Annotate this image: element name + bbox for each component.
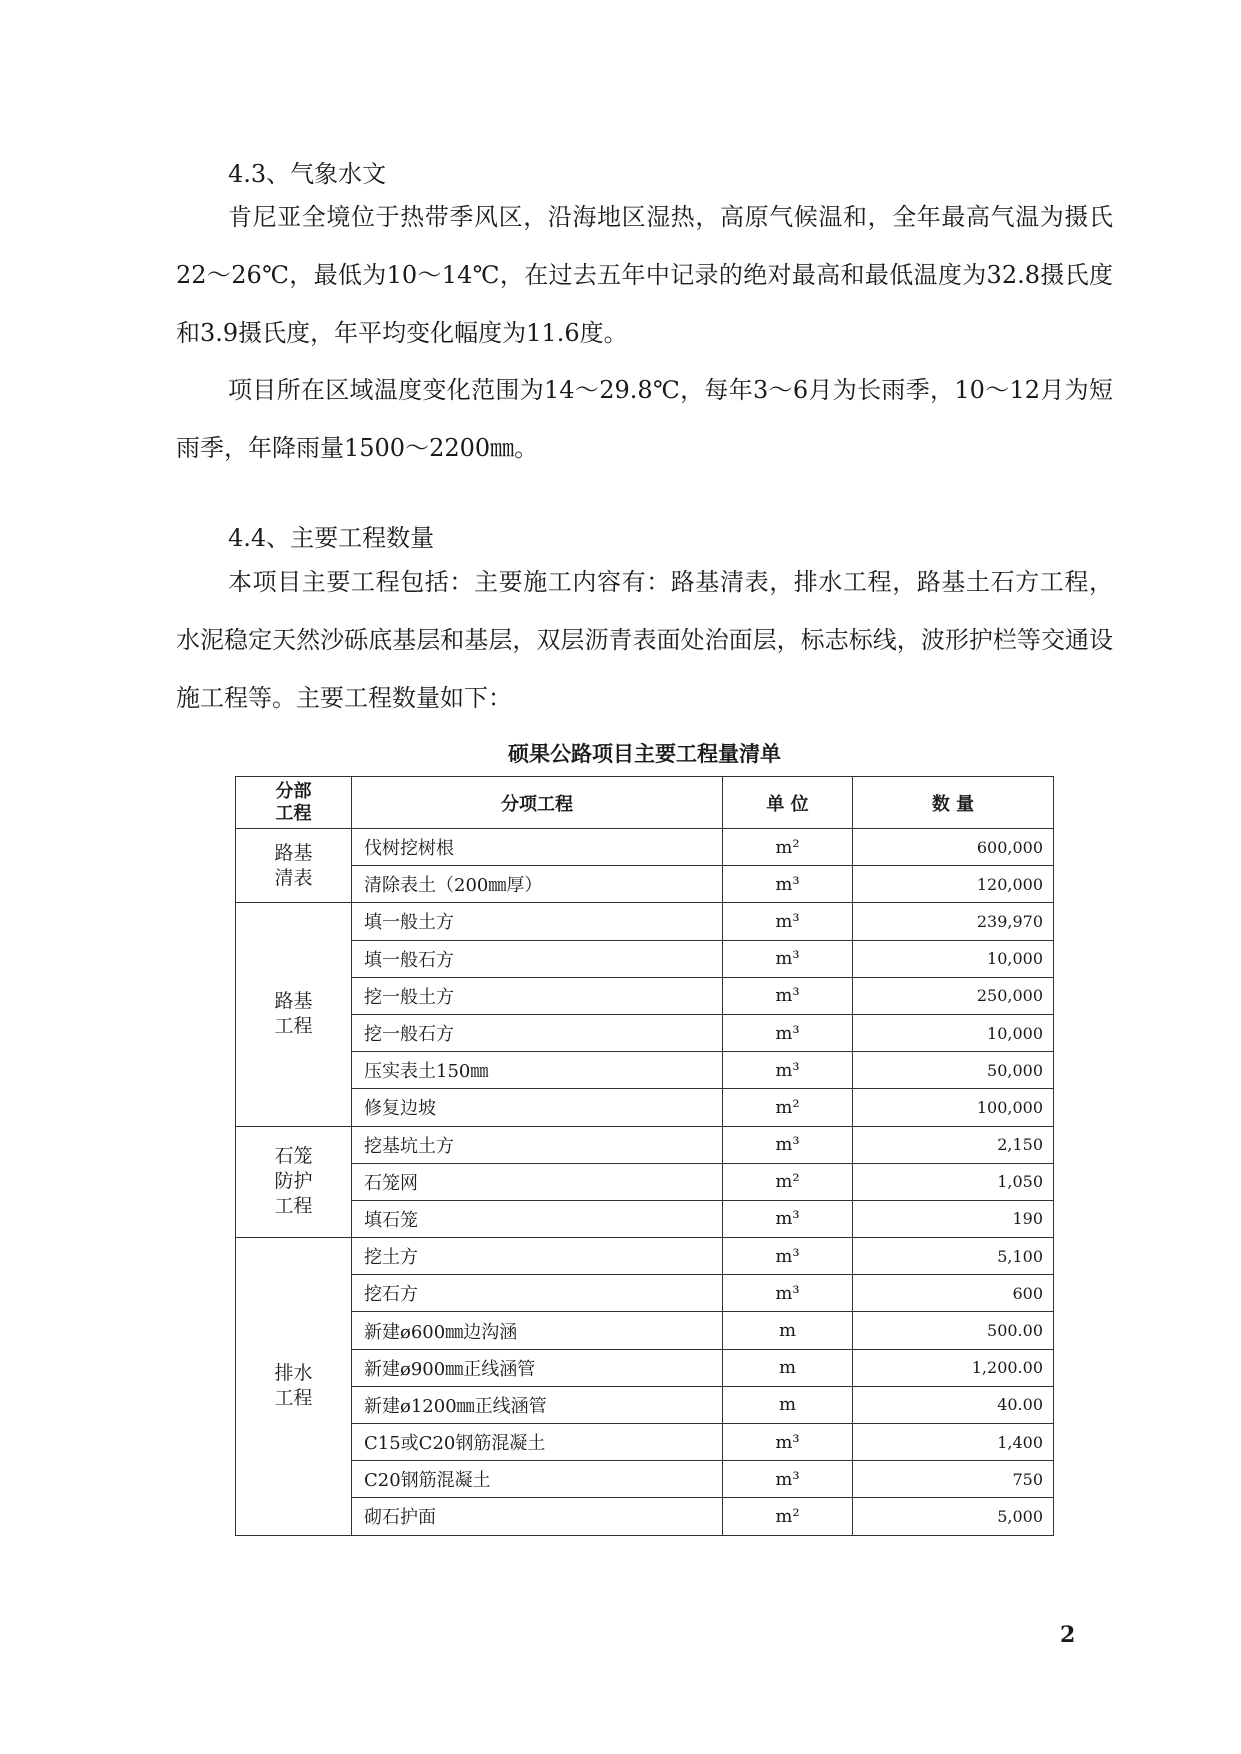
table-header-row bbox=[236, 777, 1054, 829]
item-cell: 填一般土方 bbox=[352, 903, 723, 940]
unit-cell: m² bbox=[723, 1163, 853, 1200]
unit-cell: m³ bbox=[723, 977, 853, 1014]
quantities-table bbox=[235, 776, 1054, 1536]
table-row bbox=[236, 1386, 1054, 1423]
table-row bbox=[236, 1052, 1054, 1089]
unit-cell: m³ bbox=[723, 866, 853, 903]
item-cell: 修复边坡 bbox=[352, 1089, 723, 1126]
item-cell: 砌石护面 bbox=[352, 1498, 723, 1535]
quantity-cell: 40.00 bbox=[853, 1386, 1054, 1423]
item-cell: C20钢筋混凝土 bbox=[352, 1461, 723, 1498]
unit-cell: m² bbox=[723, 829, 853, 866]
table-row bbox=[236, 1163, 1054, 1200]
unit-cell: m² bbox=[723, 1089, 853, 1126]
header-unit: 单 位 bbox=[723, 777, 853, 829]
division-cell: 路基 清表 bbox=[236, 829, 352, 903]
item-cell: 压实表土150㎜ bbox=[352, 1052, 723, 1089]
unit-cell: m³ bbox=[723, 1461, 853, 1498]
table-row bbox=[236, 1126, 1054, 1163]
unit-cell: m³ bbox=[723, 1014, 853, 1051]
item-cell: C15或C20钢筋混凝土 bbox=[352, 1424, 723, 1461]
table-row bbox=[236, 1014, 1054, 1051]
paragraph-climate: 肯尼亚全境位于热带季风区，沿海地区湿热，高原气候温和，全年最高气温为摄氏22～26℃，最低为10～14℃，在过去五年中记录的绝对最高和最低温度为32.8摄氏度和3.9摄氏度，年平均变化幅度为11.6度。 bbox=[176, 203, 1113, 347]
unit-cell: m³ bbox=[723, 1275, 853, 1312]
quantity-cell: 190 bbox=[853, 1200, 1054, 1237]
quantity-cell: 250,000 bbox=[853, 977, 1054, 1014]
quantity-cell: 750 bbox=[853, 1461, 1054, 1498]
header-item: 分项工程 bbox=[352, 777, 723, 829]
item-cell: 新建ø1200㎜正线涵管 bbox=[352, 1386, 723, 1423]
quantity-cell: 500.00 bbox=[853, 1312, 1054, 1349]
quantity-cell: 1,400 bbox=[853, 1424, 1054, 1461]
table-row bbox=[236, 1200, 1054, 1237]
table-row bbox=[236, 1349, 1054, 1386]
table-row bbox=[236, 866, 1054, 903]
quantity-cell: 10,000 bbox=[853, 940, 1054, 977]
quantity-cell: 239,970 bbox=[853, 903, 1054, 940]
section-heading-4-3: 4.3、气象水文 bbox=[228, 160, 387, 188]
header-division: 分部 工程 bbox=[236, 777, 352, 829]
table-row bbox=[236, 1498, 1054, 1535]
unit-cell: m² bbox=[723, 1498, 853, 1535]
quantity-cell: 120,000 bbox=[853, 866, 1054, 903]
unit-cell: m³ bbox=[723, 1424, 853, 1461]
unit-cell: m³ bbox=[723, 1052, 853, 1089]
page-number: 2 bbox=[1060, 1622, 1076, 1648]
unit-cell: m³ bbox=[723, 940, 853, 977]
table-row bbox=[236, 1461, 1054, 1498]
item-cell: 新建ø600㎜边沟涵 bbox=[352, 1312, 723, 1349]
item-cell: 填石笼 bbox=[352, 1200, 723, 1237]
unit-cell: m³ bbox=[723, 903, 853, 940]
quantity-cell: 600,000 bbox=[853, 829, 1054, 866]
paragraph-rainfall: 项目所在区域温度变化范围为14～29.8℃，每年3～6月为长雨季，10～12月为短雨季，年降雨量1500～2200㎜。 bbox=[176, 376, 1113, 462]
quantity-cell: 5,000 bbox=[853, 1498, 1054, 1535]
unit-cell: m bbox=[723, 1312, 853, 1349]
table-row bbox=[236, 903, 1054, 940]
unit-cell: m bbox=[723, 1349, 853, 1386]
table-row bbox=[236, 977, 1054, 1014]
unit-cell: m bbox=[723, 1386, 853, 1423]
header-quantity: 数 量 bbox=[853, 777, 1054, 829]
table-body bbox=[236, 829, 1054, 1536]
quantity-cell: 600 bbox=[853, 1275, 1054, 1312]
paragraph-quantities: 本项目主要工程包括：主要施工内容有：路基清表，排水工程，路基土石方工程，水泥稳定天然沙砾底基层和基层，双层沥青表面处治面层，标志标线，波形护栏等交通设施工程等。主要工程数量如下： bbox=[176, 568, 1113, 712]
unit-cell: m³ bbox=[723, 1126, 853, 1163]
division-cell: 石笼 防护 工程 bbox=[236, 1126, 352, 1238]
table-row bbox=[236, 829, 1054, 866]
quantity-cell: 2,150 bbox=[853, 1126, 1054, 1163]
section-heading-4-4: 4.4、主要工程数量 bbox=[228, 524, 435, 552]
quantity-cell: 1,050 bbox=[853, 1163, 1054, 1200]
unit-cell: m³ bbox=[723, 1238, 853, 1275]
quantity-cell: 100,000 bbox=[853, 1089, 1054, 1126]
table-row bbox=[236, 1312, 1054, 1349]
quantity-cell: 1,200.00 bbox=[853, 1349, 1054, 1386]
item-cell: 伐树挖树根 bbox=[352, 829, 723, 866]
item-cell: 挖土方 bbox=[352, 1238, 723, 1275]
division-cell: 路基 工程 bbox=[236, 903, 352, 1126]
item-cell: 石笼网 bbox=[352, 1163, 723, 1200]
table-title: 硕果公路项目主要工程量清单 bbox=[508, 742, 781, 766]
item-cell: 挖一般石方 bbox=[352, 1014, 723, 1051]
item-cell: 挖石方 bbox=[352, 1275, 723, 1312]
item-cell: 清除表土（200㎜厚） bbox=[352, 866, 723, 903]
quantity-cell: 50,000 bbox=[853, 1052, 1054, 1089]
table-row bbox=[236, 1275, 1054, 1312]
table-row bbox=[236, 1089, 1054, 1126]
item-cell: 挖一般土方 bbox=[352, 977, 723, 1014]
item-cell: 新建ø900㎜正线涵管 bbox=[352, 1349, 723, 1386]
unit-cell: m³ bbox=[723, 1200, 853, 1237]
table-row bbox=[236, 940, 1054, 977]
division-cell: 排水 工程 bbox=[236, 1238, 352, 1536]
item-cell: 填一般石方 bbox=[352, 940, 723, 977]
quantity-cell: 10,000 bbox=[853, 1014, 1054, 1051]
item-cell: 挖基坑土方 bbox=[352, 1126, 723, 1163]
table-row bbox=[236, 1238, 1054, 1275]
table-row bbox=[236, 1424, 1054, 1461]
quantity-cell: 5,100 bbox=[853, 1238, 1054, 1275]
